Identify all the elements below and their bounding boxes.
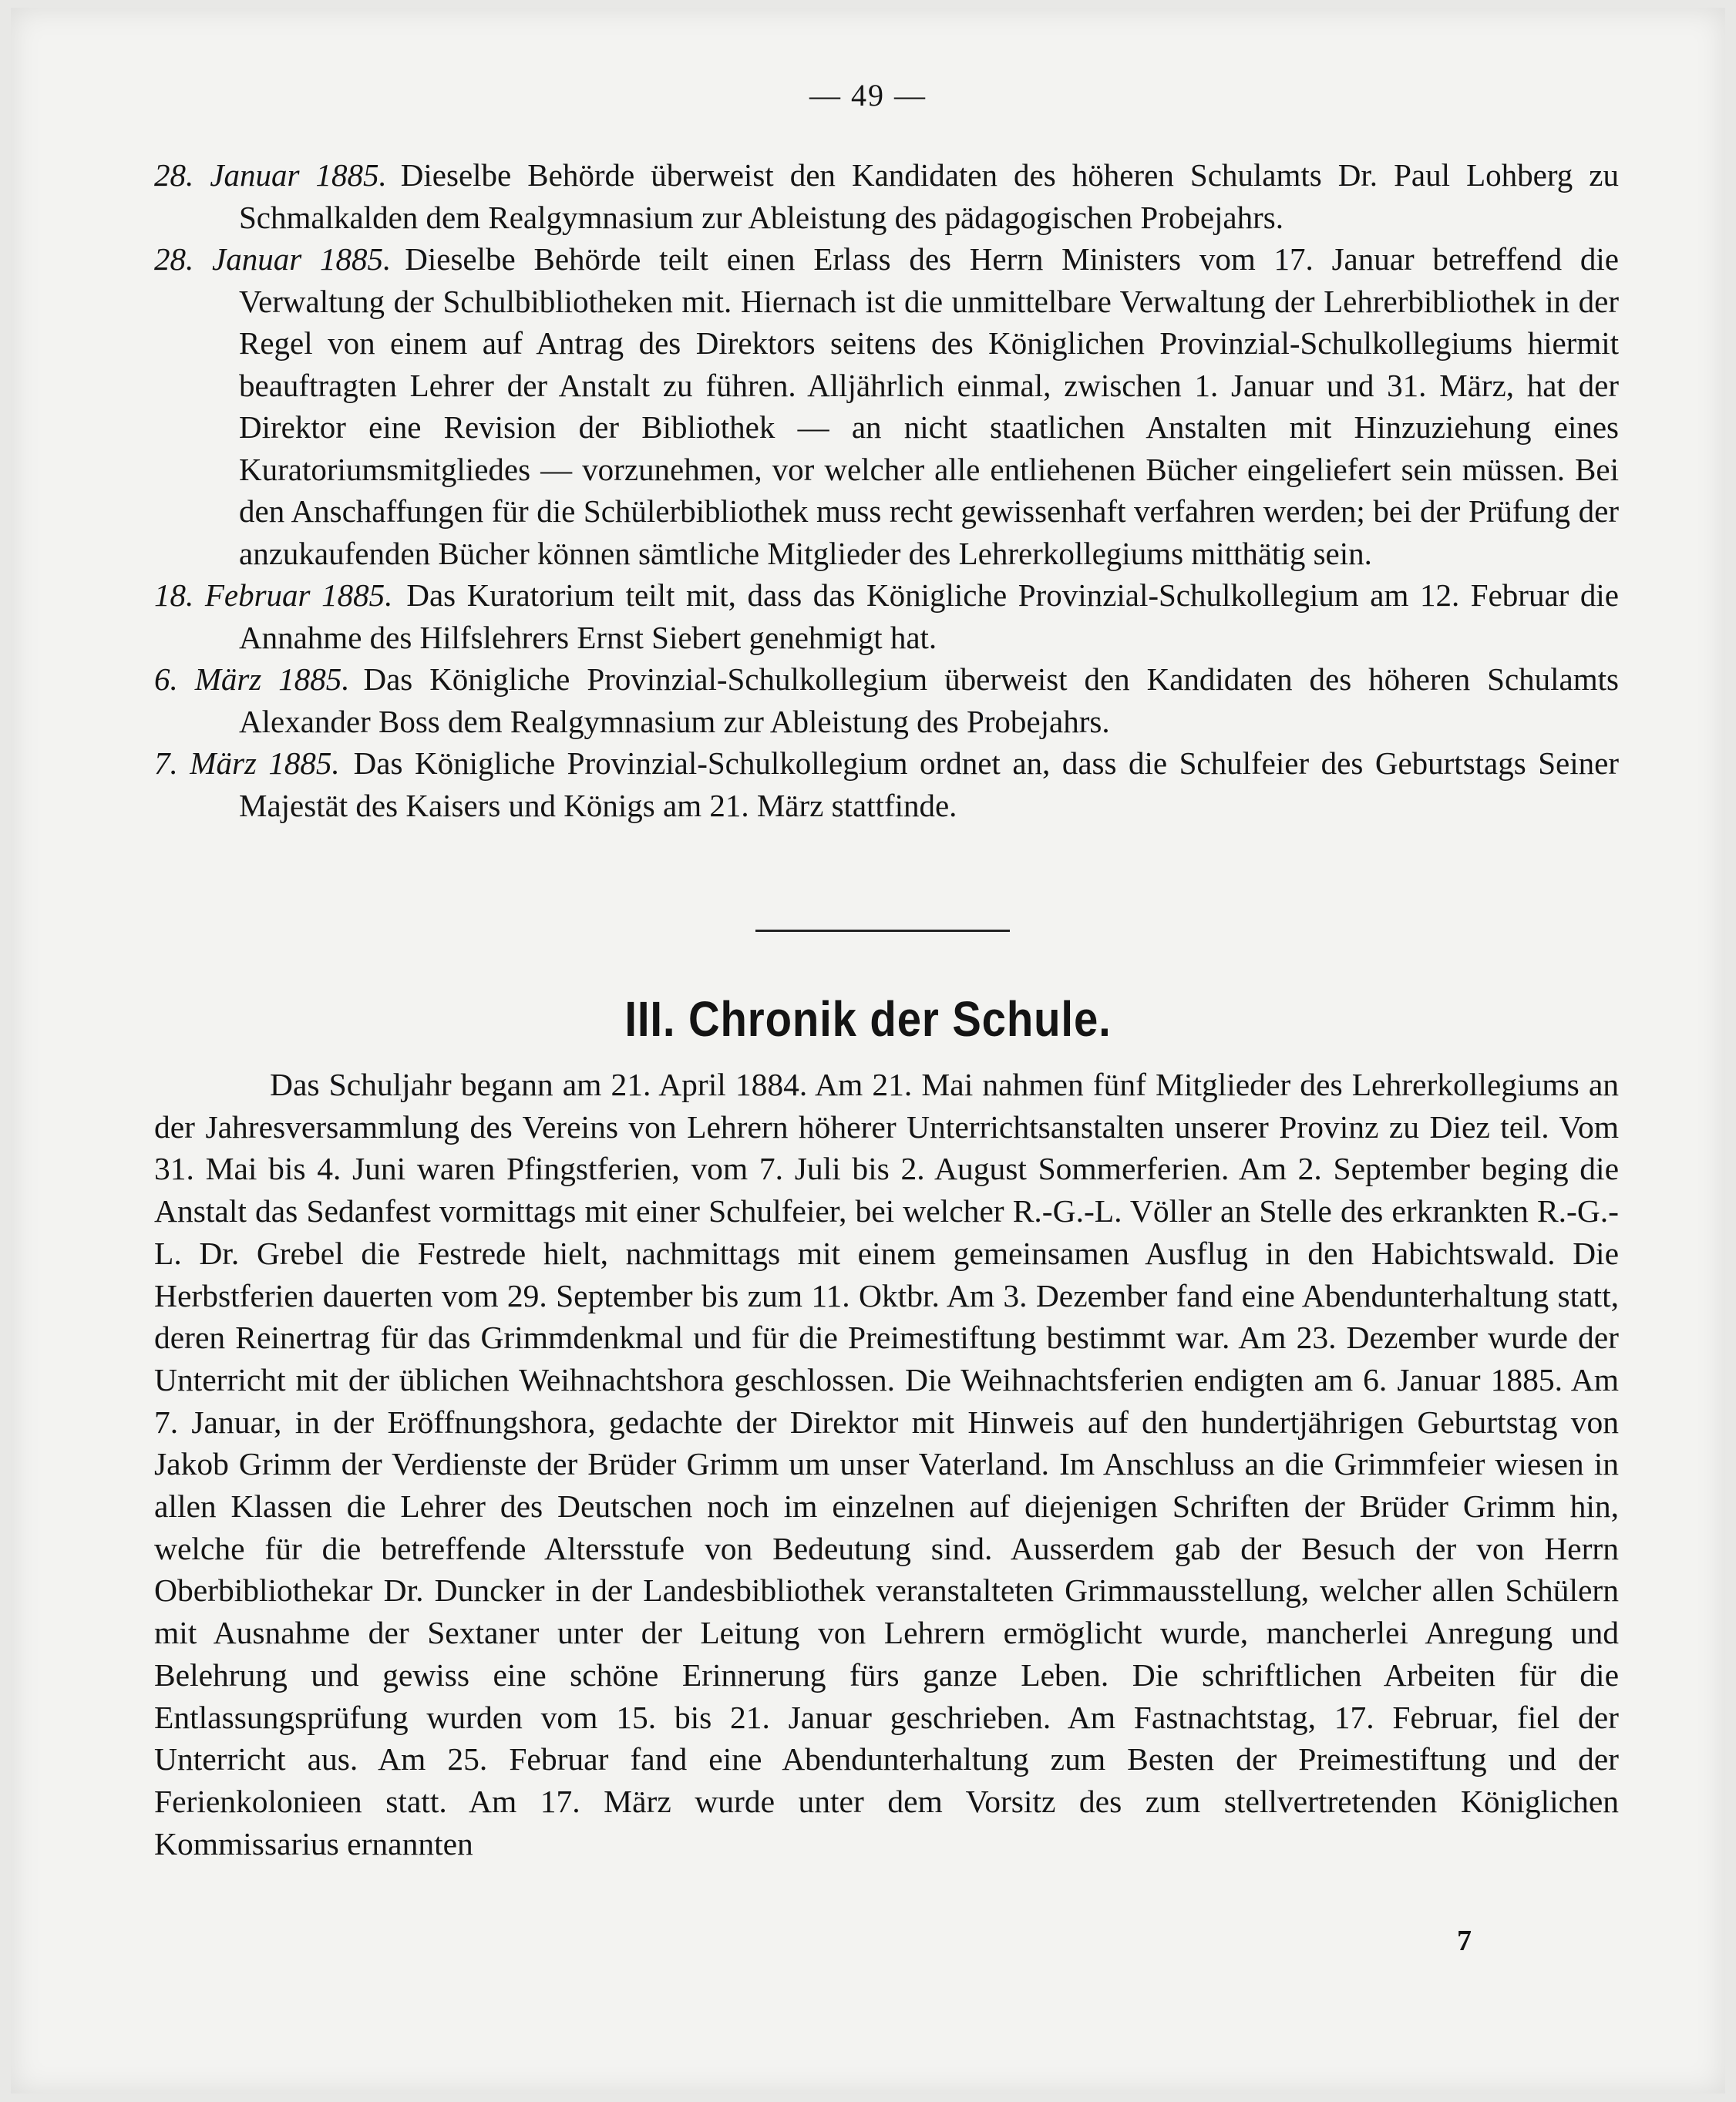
decree-entry — [154, 742, 1619, 826]
section-divider — [755, 930, 1010, 932]
entry-text: Das Kuratorium teilt mit, dass das Königliche Provinzial-Schulkollegium am 12. Februar die Annahme des Hilfslehrers Ernst Siebert genehmigt hat. — [239, 577, 1620, 655]
decree-entry — [154, 658, 1619, 742]
section-heading: III. Chronik der Schule. — [624, 991, 1112, 1047]
decree-entries — [154, 154, 1619, 826]
chronicle-paragraph: Das Schuljahr begann am 21. April 1884. Am 21. Mai nahmen fünf Mitglieder des Lehrerkollegiums an der Jahresversammlung des Vereins von Lehrern höherer Unterrichtsanstalten unserer Provinz zu Diez teil. Vom 31. Mai bis 4. Juni waren Pfingstferien, vom 7. Juli bis 2. August Sommerferien. Am 2. September beging die Anstalt das Sedanfest vormittags mit einer Schulfeier, bei welcher R.-G.-L. Völler an Stelle des erkrankten R.-G.-L. Dr. Grebel die Festrede hielt, nachmittags mit einem gemeinsamen Ausflug in den Habichtswald. Die Herbstferien dauerten vom 29. September bis zum 11. Oktbr. Am 3. Dezember fand eine Abendunterhaltung statt, deren Reinertrag für das Grimmdenkmal und für die Preimestiftung bestimmt war. Am 23. Dezember wurde der Unterricht mit der üblichen Weihnachtshora geschlossen. Die Weihnachtsferien endigten am 6. Januar 1885. Am 7. Januar, in der Eröffnungshora, gedachte der Direktor mit Hinweis auf den hundertjährigen Geburtstag von Jakob Grimm der Verdienste der Brüder Grimm um unser Vaterland. Im Anschluss an die Grimmfeier wiesen in allen Klassen die Lehrer des Deutschen noch im einzelnen auf diejenigen Schriften der Brüder Grimm hin, welche für die betreffende Altersstufe von Bedeutung sind. Ausserdem gab der Besuch der von Herrn Oberbibliothekar Dr. Duncker in der Landesbibliothek veranstalteten Grimmausstellung, welcher allen Schülern mit Ausnahme der Sextaner unter der Leitung von Lehrern ermöglicht wurde, mancherlei Anregung und Belehrung und gewiss eine schöne Erinnerung fürs ganze Leben. Die schriftlichen Arbeiten für die Entlassungsprüfung wurden vom 15. bis 21. Januar geschrieben. Am Fastnachtstag, 17. Februar, fiel der Unterricht aus. Am 25. Februar fand eine Abendunterhaltung zum Besten der Preimestiftung und der Ferienkolonieen statt. Am 17. März wurde unter dem Vorsitz des zum stellvertretenden Königlichen Kommissarius ernannten — [154, 1067, 1619, 1862]
entry-date: 6. März 1885. — [154, 661, 350, 697]
decree-entry — [154, 238, 1619, 574]
signature-mark: 7 — [1457, 1925, 1472, 1957]
entry-text: Dieselbe Behörde teilt einen Erlass des Herrn Ministers vom 17. Januar betreffend die Verwaltung der Schulbibliotheken mit. Hiernach ist die unmittelbare Verwaltung der Lehrerbibliothek in der Regel von einem auf Antrag des Direktors seitens des Königlichen Provinzial-Schulkollegiums hiermit beauftragten Lehrer der Anstalt zu führen. Alljährlich einmal, zwischen 1. Januar und 31. März, hat der Direktor eine Revision der Bibliothek — an nicht staatlichen Anstalten mit Hinzuziehung eines Kuratoriumsmitgliedes — vorzunehmen, vor welcher alle entliehenen Bücher eingeliefert sein müssen. Bei den Anschaffungen für die Schülerbibliothek muss recht gewissenhaft verfahren werden; bei der Prüfung der anzukaufenden Bücher können sämtliche Mitglieder des Lehrerkollegiums mitthätig sein. — [239, 241, 1619, 571]
entry-date: 28. Januar 1885. — [154, 241, 392, 277]
decree-entry — [154, 154, 1619, 238]
entry-date: 28. Januar 1885. — [154, 157, 387, 193]
entry-date: 18. Februar 1885. — [154, 577, 393, 613]
entry-text: Dieselbe Behörde überweist den Kandidaten des höheren Schulamts Dr. Paul Lohberg zu Schmalkalden dem Realgymnasium zur Ableistung des pädagogischen Probejahrs. — [239, 157, 1619, 235]
decree-entry — [154, 574, 1619, 658]
page-number: — 49 — — [809, 78, 927, 113]
entry-date: 7. März 1885. — [154, 745, 340, 781]
entry-text: Das Königliche Provinzial-Schulkollegium ordnet an, dass die Schulfeier des Geburtstags Seiner Majestät des Kaisers und Königs am 21. März stattfinde. — [239, 745, 1619, 823]
entry-text: Das Königliche Provinzial-Schulkollegium überweist den Kandidaten des höheren Schulamts Alexander Boss dem Realgymnasium zur Ableistung des Probejahrs. — [239, 661, 1619, 739]
